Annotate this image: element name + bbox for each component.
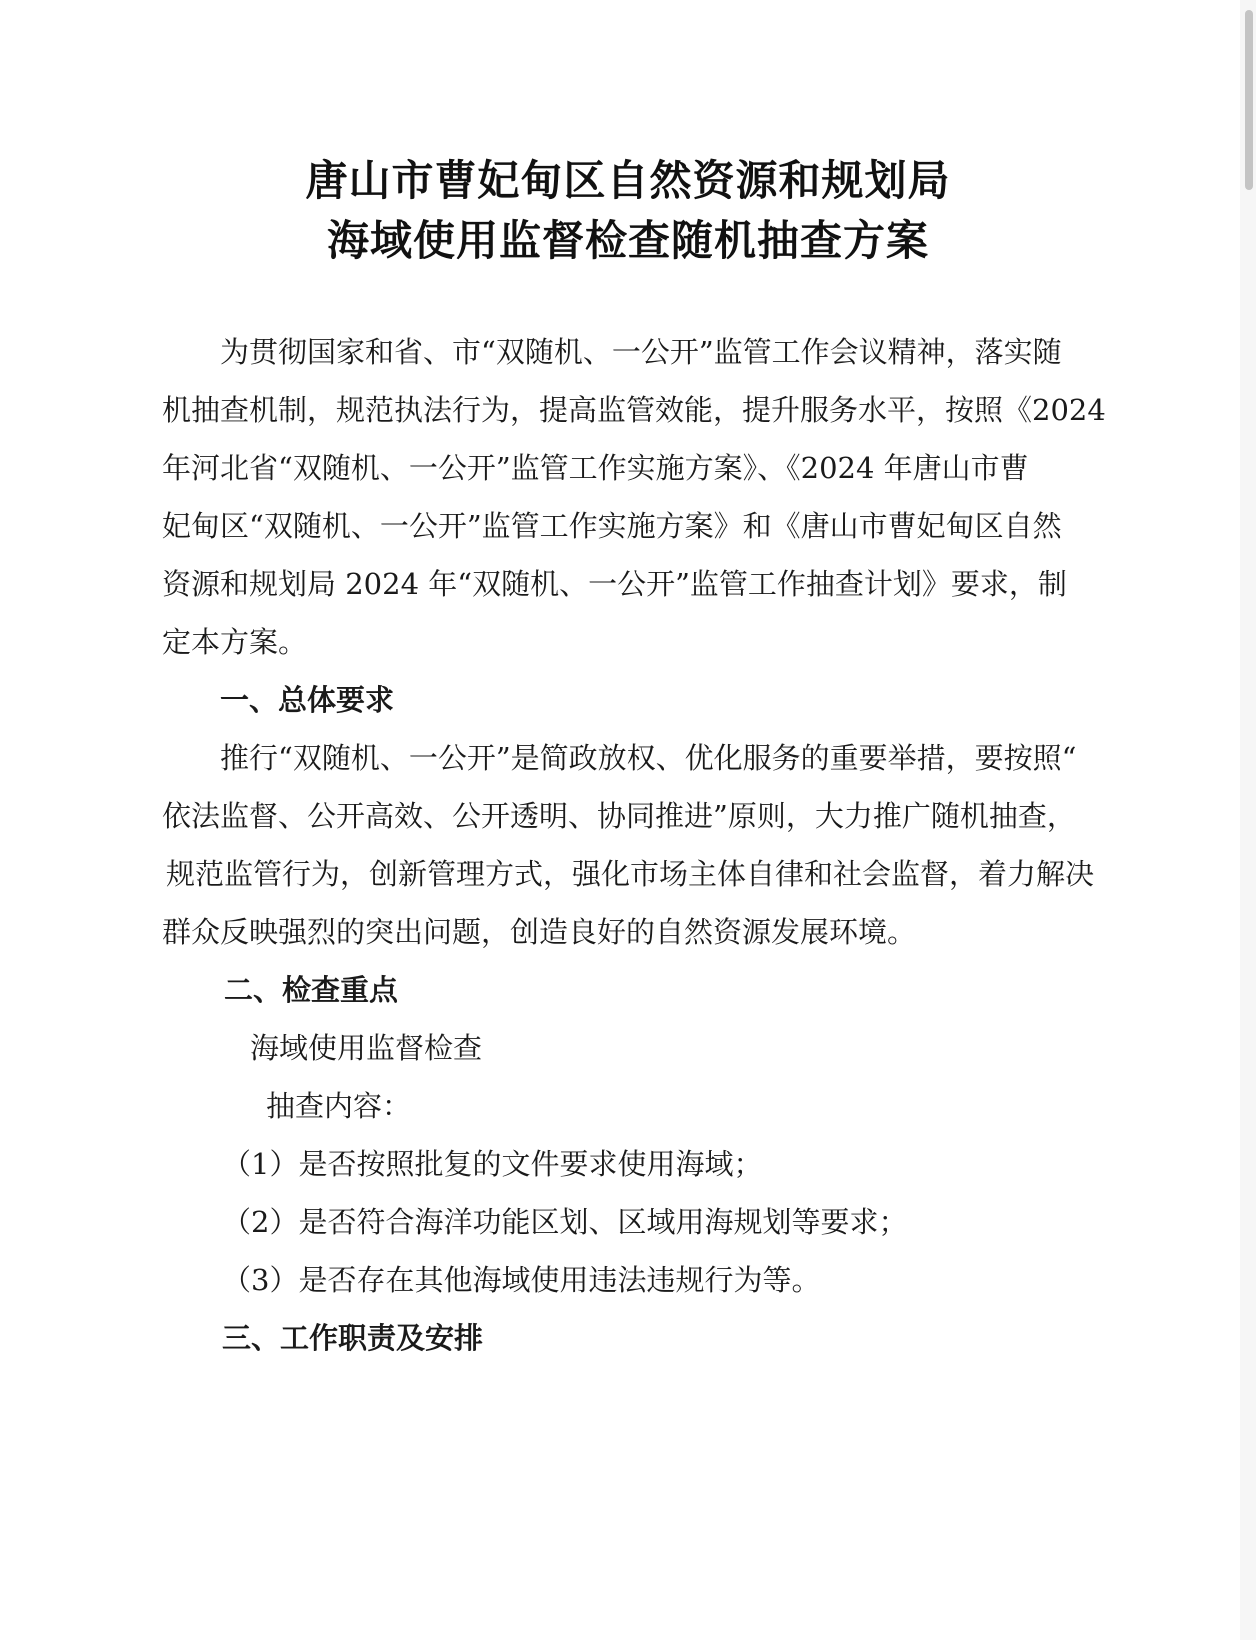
section2-item: （1）是否按照批复的文件要求使用海域； <box>222 1147 763 1181</box>
vertical-scrollbar[interactable] <box>1240 0 1256 1640</box>
section2-content-label: 抽查内容： <box>266 1089 412 1123</box>
section2-item: （2）是否符合海洋功能区划、区域用海规划等要求； <box>222 1205 908 1239</box>
intro-line: 机抽查机制，规范执法行为，提高监管效能，提升服务水平，按照《2024 <box>162 393 1106 427</box>
intro-line: 资源和规划局 2024 年“双随机、一公开”监管工作抽查计划》要求，制 <box>162 567 1067 601</box>
intro-line: 年河北省“双随机、一公开”监管工作实施方案》、《2024 年唐山市曹 <box>162 451 1029 485</box>
section1-line: 群众反映强烈的突出问题，创造良好的自然资源发展环境。 <box>162 915 917 949</box>
scrollbar-thumb[interactable] <box>1245 10 1253 190</box>
section1-line: 推行“双随机、一公开”是简政放权、优化服务的重要举措，要按照“ <box>220 741 1077 775</box>
section2-subtitle: 海域使用监督检查 <box>250 1031 483 1065</box>
section-heading-overall-requirements: 一、总体要求 <box>220 683 395 717</box>
document-title-line-1: 唐山市曹妃甸区自然资源和规划局 <box>305 156 951 205</box>
intro-line: 妃甸区“双随机、一公开”监管工作实施方案》和《唐山市曹妃甸区自然 <box>162 509 1062 543</box>
document-title-line-2: 海域使用监督检查随机抽查方案 <box>326 216 929 265</box>
intro-line: 定本方案。 <box>162 625 308 659</box>
section2-item: （3）是否存在其他海域使用违法违规行为等。 <box>222 1263 821 1297</box>
section1-line: 规范监管行为，创新管理方式，强化市场主体自律和社会监督，着力解决 <box>166 857 1095 891</box>
section1-line: 依法监督、公开高效、公开透明、协同推进”原则，大力推广随机抽查， <box>162 799 1076 833</box>
section-heading-duties-arrangements: 三、工作职责及安排 <box>222 1321 484 1355</box>
section-heading-inspection-focus: 二、检查重点 <box>224 973 399 1007</box>
intro-line: 为贯彻国家和省、市“双随机、一公开”监管工作会议精神，落实随 <box>220 335 1062 369</box>
